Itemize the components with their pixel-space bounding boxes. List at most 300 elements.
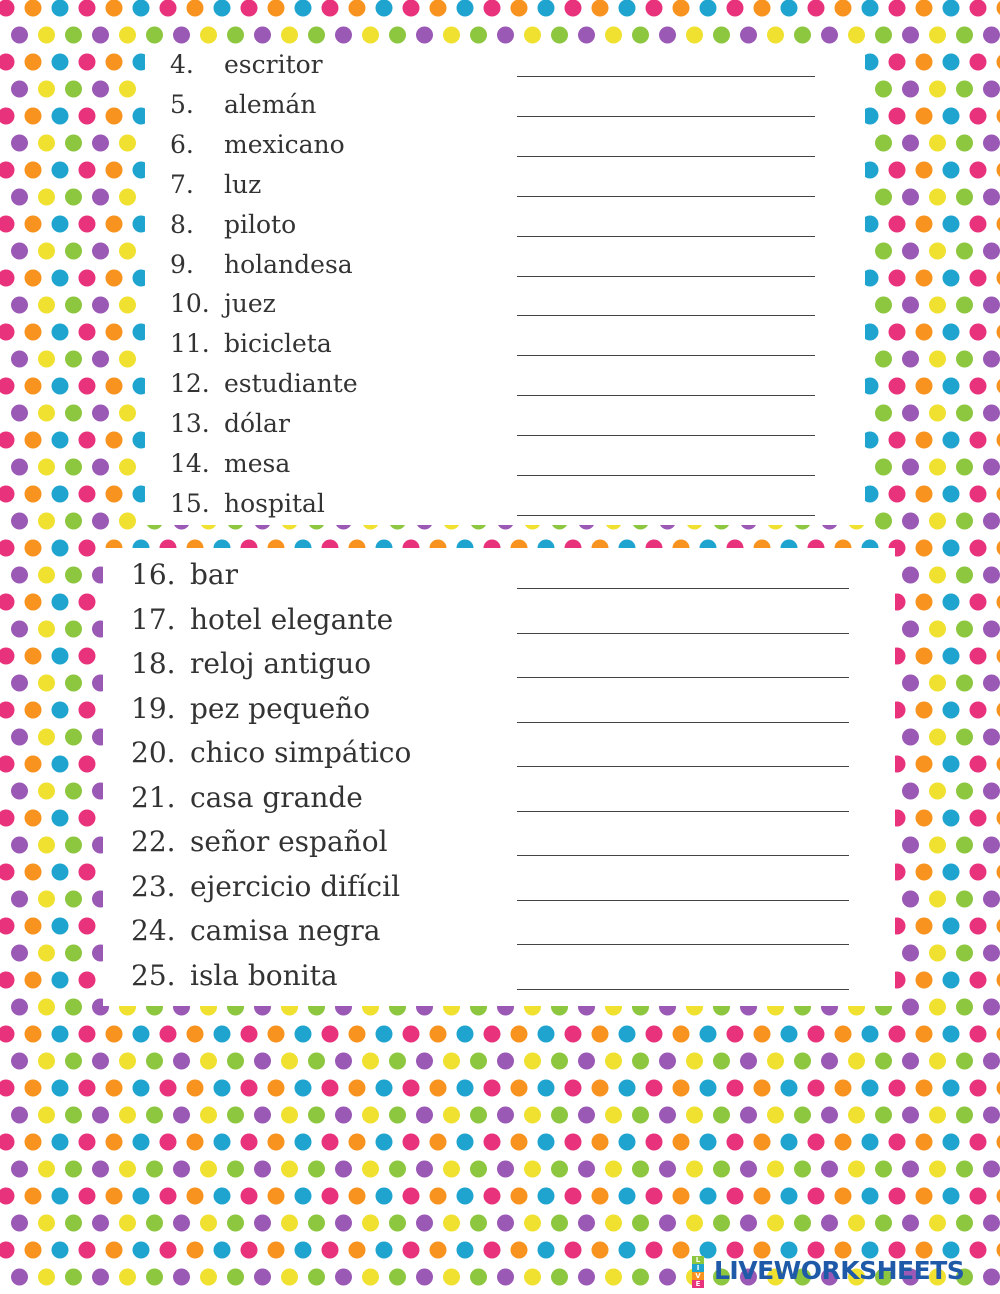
- dot: [268, 1242, 285, 1259]
- dot: [349, 0, 366, 17]
- dot: [902, 675, 919, 692]
- dot: [673, 1188, 690, 1205]
- dot: [119, 1215, 136, 1232]
- dot: [929, 1053, 946, 1070]
- dot: [0, 1242, 15, 1259]
- answer-field[interactable]: [517, 874, 849, 901]
- dot: [119, 135, 136, 152]
- dot: [322, 1242, 339, 1259]
- answer-field[interactable]: [517, 130, 815, 157]
- worksheet-item: [131, 959, 881, 999]
- dot: [52, 702, 69, 719]
- dot: [929, 81, 946, 98]
- dot: [25, 756, 42, 773]
- dot: [929, 351, 946, 368]
- dot: [133, 1080, 150, 1097]
- dot: [565, 1080, 582, 1097]
- dot: [875, 1215, 892, 1232]
- dot: [862, 0, 879, 17]
- dot: [700, 1188, 717, 1205]
- dot: [916, 270, 933, 287]
- dot: [281, 1269, 298, 1286]
- dot: [38, 459, 55, 476]
- worksheet-panel-top: [145, 50, 865, 525]
- dot: [119, 405, 136, 422]
- worksheet-item: [170, 329, 850, 369]
- dot: [511, 1080, 528, 1097]
- dot: [0, 54, 15, 71]
- dot: [484, 1026, 501, 1043]
- dot: [983, 297, 1000, 314]
- dot: [605, 1107, 622, 1124]
- dot: [65, 729, 82, 746]
- dot: [983, 675, 1000, 692]
- dot: [659, 1053, 676, 1070]
- dot: [11, 837, 28, 854]
- dot: [349, 1080, 366, 1097]
- dot: [38, 1161, 55, 1178]
- dot: [619, 1134, 636, 1151]
- dot: [79, 972, 96, 989]
- dot: [929, 567, 946, 584]
- dot: [551, 1215, 568, 1232]
- dot: [916, 216, 933, 233]
- dot: [997, 918, 1000, 935]
- dot: [983, 621, 1000, 638]
- dot: [173, 1269, 190, 1286]
- dot: [106, 270, 123, 287]
- dot: [632, 1215, 649, 1232]
- logo-mark-letter: I: [692, 1264, 704, 1272]
- dot: [79, 54, 96, 71]
- dot: [25, 918, 42, 935]
- dot: [200, 1161, 217, 1178]
- dot: [497, 1107, 514, 1124]
- dot: [821, 27, 838, 44]
- dot: [646, 1134, 663, 1151]
- dot: [133, 0, 150, 17]
- answer-field[interactable]: [517, 963, 849, 990]
- dot: [79, 1026, 96, 1043]
- dot: [619, 0, 636, 17]
- dot: [11, 729, 28, 746]
- dot: [268, 1188, 285, 1205]
- dot: [362, 1215, 379, 1232]
- dot: [862, 1188, 879, 1205]
- dot: [551, 27, 568, 44]
- dot: [929, 621, 946, 638]
- dot: [997, 810, 1000, 827]
- dot: [956, 243, 973, 260]
- dot: [11, 189, 28, 206]
- dot: [52, 1242, 69, 1259]
- item-word: bicicleta: [224, 329, 332, 359]
- dot: [983, 243, 1000, 260]
- dot: [673, 1080, 690, 1097]
- dot: [929, 27, 946, 44]
- dot: [902, 513, 919, 530]
- dot: [565, 1188, 582, 1205]
- dot: [902, 1215, 919, 1232]
- dot: [497, 1161, 514, 1178]
- dot: [52, 972, 69, 989]
- dot: [821, 1053, 838, 1070]
- item-word: casa grande: [190, 780, 363, 814]
- dot: [875, 351, 892, 368]
- dot: [916, 810, 933, 827]
- dot: [916, 108, 933, 125]
- dot: [254, 27, 271, 44]
- dot: [52, 540, 69, 557]
- dot: [79, 864, 96, 881]
- dot: [65, 459, 82, 476]
- dot: [511, 1242, 528, 1259]
- dot: [497, 1053, 514, 1070]
- dot: [52, 378, 69, 395]
- dot: [106, 0, 123, 17]
- dot: [902, 567, 919, 584]
- dot: [551, 1107, 568, 1124]
- dot: [713, 1107, 730, 1124]
- answer-field[interactable]: [517, 369, 815, 396]
- dot: [524, 27, 541, 44]
- item-number: 12.: [170, 369, 210, 399]
- dot: [754, 1134, 771, 1151]
- dot: [79, 1080, 96, 1097]
- dot: [740, 27, 757, 44]
- answer-field[interactable]: [517, 289, 815, 316]
- dot: [754, 0, 771, 17]
- dot: [997, 108, 1000, 125]
- dot: [902, 81, 919, 98]
- dot: [79, 1242, 96, 1259]
- dot: [916, 972, 933, 989]
- dot: [65, 81, 82, 98]
- item-word: reloj antiguo: [190, 647, 372, 680]
- worksheet-item: [170, 50, 850, 90]
- dot: [929, 459, 946, 476]
- dot: [943, 1026, 960, 1043]
- dot: [821, 1107, 838, 1124]
- dot: [970, 810, 987, 827]
- dot: [106, 1134, 123, 1151]
- dot: [52, 486, 69, 503]
- dot: [308, 1269, 325, 1286]
- dot: [119, 1053, 136, 1070]
- dot: [997, 864, 1000, 881]
- dot: [65, 675, 82, 692]
- dot: [956, 81, 973, 98]
- answer-field[interactable]: [517, 651, 849, 678]
- dot: [119, 297, 136, 314]
- dot: [403, 1026, 420, 1043]
- dot: [632, 27, 649, 44]
- dot: [268, 0, 285, 17]
- dot: [983, 513, 1000, 530]
- dot: [956, 351, 973, 368]
- dot: [524, 1161, 541, 1178]
- answer-field[interactable]: [517, 740, 849, 767]
- dot: [943, 270, 960, 287]
- dot: [970, 378, 987, 395]
- dot: [983, 729, 1000, 746]
- answer-field[interactable]: [517, 489, 815, 516]
- dot: [916, 432, 933, 449]
- dot: [578, 1215, 595, 1232]
- dot: [25, 432, 42, 449]
- logo-text: LIVEWORKSHEETS: [714, 1255, 965, 1285]
- dot: [65, 945, 82, 962]
- dot: [592, 0, 609, 17]
- dot: [997, 1242, 1000, 1259]
- answer-field[interactable]: [517, 696, 849, 723]
- dot: [997, 1188, 1000, 1205]
- dot: [889, 216, 906, 233]
- dot: [956, 999, 973, 1016]
- dot: [970, 702, 987, 719]
- dot: [943, 0, 960, 17]
- dot: [65, 1107, 82, 1124]
- dot: [916, 324, 933, 341]
- dot: [889, 270, 906, 287]
- answer-field[interactable]: [517, 170, 815, 197]
- dot: [106, 432, 123, 449]
- dot: [416, 1269, 433, 1286]
- item-word: ejercicio difícil: [190, 869, 401, 903]
- dot: [389, 1269, 406, 1286]
- dot: [160, 1188, 177, 1205]
- dot: [389, 1107, 406, 1124]
- item-number: 25.: [131, 958, 176, 992]
- dot: [997, 324, 1000, 341]
- dot: [79, 1188, 96, 1205]
- dot: [700, 1026, 717, 1043]
- dot: [848, 27, 865, 44]
- item-word: estudiante: [224, 369, 358, 399]
- dot: [38, 567, 55, 584]
- dot: [943, 972, 960, 989]
- dot: [403, 1134, 420, 1151]
- item-number: 19.: [131, 691, 176, 725]
- dot: [538, 1242, 555, 1259]
- dot: [970, 324, 987, 341]
- answer-field[interactable]: [517, 50, 815, 77]
- dot: [0, 648, 15, 665]
- dot: [52, 1134, 69, 1151]
- dot: [943, 108, 960, 125]
- dot: [997, 594, 1000, 611]
- answer-field[interactable]: [517, 90, 815, 117]
- dot: [11, 459, 28, 476]
- dot: [0, 108, 15, 125]
- answer-field[interactable]: [517, 607, 849, 634]
- dot: [578, 1269, 595, 1286]
- dot: [997, 1134, 1000, 1151]
- dot: [187, 1080, 204, 1097]
- dot: [119, 1269, 136, 1286]
- dot: [916, 594, 933, 611]
- dot: [38, 27, 55, 44]
- dot: [52, 756, 69, 773]
- answer-field[interactable]: [517, 449, 815, 476]
- dot: [659, 1269, 676, 1286]
- dot: [997, 270, 1000, 287]
- dot: [713, 1161, 730, 1178]
- dot: [551, 1161, 568, 1178]
- dot: [335, 27, 352, 44]
- dot: [929, 675, 946, 692]
- answer-field[interactable]: [517, 329, 815, 356]
- dot: [686, 27, 703, 44]
- dot: [970, 108, 987, 125]
- dot: [902, 1053, 919, 1070]
- dot: [646, 1080, 663, 1097]
- answer-field[interactable]: [517, 210, 815, 237]
- dot: [52, 594, 69, 611]
- dot: [551, 1053, 568, 1070]
- dot: [835, 1026, 852, 1043]
- dot: [146, 1107, 163, 1124]
- dot: [538, 1188, 555, 1205]
- dot: [565, 1026, 582, 1043]
- dot: [956, 1161, 973, 1178]
- dot: [929, 135, 946, 152]
- dot: [916, 918, 933, 935]
- dot: [281, 1107, 298, 1124]
- dot: [835, 1188, 852, 1205]
- item-number: 8.: [170, 209, 194, 239]
- dot: [983, 783, 1000, 800]
- dot: [916, 378, 933, 395]
- dot: [160, 1134, 177, 1151]
- item-word: bar: [190, 558, 239, 591]
- dot: [11, 351, 28, 368]
- dot: [997, 162, 1000, 179]
- answer-field[interactable]: [517, 918, 849, 945]
- dot: [470, 1107, 487, 1124]
- answer-field[interactable]: [517, 250, 815, 277]
- dot: [929, 999, 946, 1016]
- dot: [376, 1134, 393, 1151]
- dot: [943, 324, 960, 341]
- dot: [416, 1215, 433, 1232]
- item-word: dólar: [224, 409, 290, 439]
- answer-field[interactable]: [517, 785, 849, 812]
- dot: [52, 1188, 69, 1205]
- dot: [821, 1161, 838, 1178]
- dot: [92, 189, 109, 206]
- dot: [970, 864, 987, 881]
- dot: [970, 1188, 987, 1205]
- worksheet-item: [170, 449, 850, 489]
- dot: [929, 405, 946, 422]
- dot: [592, 1242, 609, 1259]
- dot: [25, 1242, 42, 1259]
- dot: [605, 1161, 622, 1178]
- dot: [119, 1107, 136, 1124]
- dot: [308, 1107, 325, 1124]
- dot: [956, 405, 973, 422]
- dot: [106, 1080, 123, 1097]
- dot: [11, 891, 28, 908]
- worksheet-item: [131, 781, 881, 821]
- dot: [241, 0, 258, 17]
- dot: [92, 1269, 109, 1286]
- dot: [38, 1053, 55, 1070]
- dot: [686, 1053, 703, 1070]
- dot: [119, 1161, 136, 1178]
- dot: [65, 405, 82, 422]
- dot: [11, 1215, 28, 1232]
- dot: [997, 486, 1000, 503]
- dot: [457, 1242, 474, 1259]
- live-icon: [692, 1256, 710, 1288]
- dot: [38, 837, 55, 854]
- dot: [902, 783, 919, 800]
- dot: [902, 243, 919, 260]
- dot: [254, 1053, 271, 1070]
- dot: [794, 1107, 811, 1124]
- dot: [335, 1107, 352, 1124]
- dot: [902, 729, 919, 746]
- dot: [970, 918, 987, 935]
- item-word: luz: [224, 169, 262, 199]
- dot: [79, 486, 96, 503]
- dot: [335, 1053, 352, 1070]
- dot: [160, 1026, 177, 1043]
- answer-field[interactable]: [517, 829, 849, 856]
- worksheet-item: [170, 409, 850, 449]
- dot: [578, 27, 595, 44]
- dot: [889, 324, 906, 341]
- answer-field[interactable]: [517, 409, 815, 436]
- dot: [106, 216, 123, 233]
- dot: [956, 675, 973, 692]
- item-number: 9.: [170, 249, 194, 279]
- dot: [146, 1053, 163, 1070]
- dot: [295, 1026, 312, 1043]
- dot: [889, 108, 906, 125]
- dot: [200, 1215, 217, 1232]
- dot: [997, 54, 1000, 71]
- dot: [0, 594, 15, 611]
- dot: [214, 1134, 231, 1151]
- dot: [835, 1134, 852, 1151]
- dot: [200, 1107, 217, 1124]
- dot: [781, 1188, 798, 1205]
- dot: [349, 1026, 366, 1043]
- item-number: 14.: [170, 449, 210, 478]
- dot: [578, 1161, 595, 1178]
- dot: [997, 216, 1000, 233]
- dot: [11, 1107, 28, 1124]
- dot: [106, 1242, 123, 1259]
- dot: [362, 1053, 379, 1070]
- dot: [875, 405, 892, 422]
- dot: [0, 0, 15, 17]
- dot: [430, 1242, 447, 1259]
- dot: [241, 1134, 258, 1151]
- dot: [173, 1107, 190, 1124]
- worksheet-item: [131, 914, 881, 954]
- dot: [875, 1107, 892, 1124]
- answer-field[interactable]: [517, 562, 849, 589]
- dot: [25, 1026, 42, 1043]
- dot: [983, 567, 1000, 584]
- dot: [38, 135, 55, 152]
- dot: [25, 486, 42, 503]
- dot: [943, 378, 960, 395]
